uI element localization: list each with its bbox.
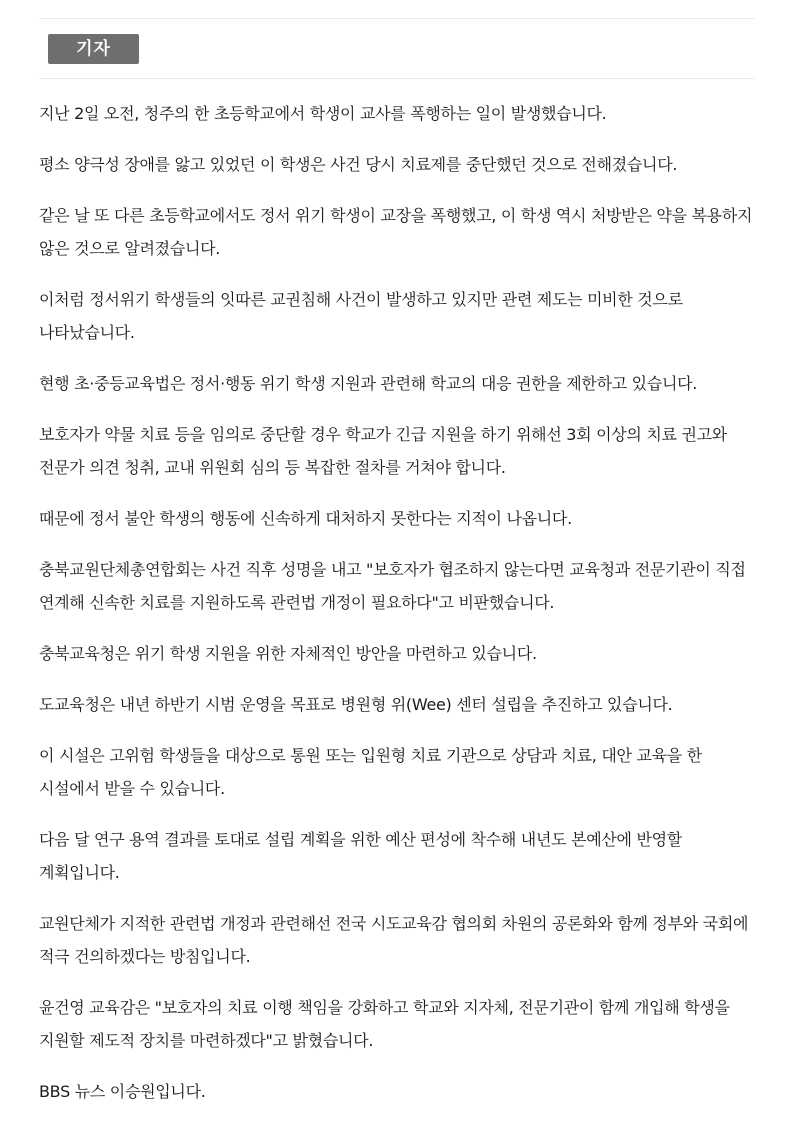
article-paragraph: 현행 초·중등교육법은 정서·행동 위기 학생 지원과 관련해 학교의 대응 권한을 제한하고 있습니다. bbox=[39, 374, 698, 393]
article-paragraph: 충북교원단체총연합회는 사건 직후 성명을 내고 "보호자가 협조하지 않는다면 교육청과 전문기관이 직접 연계해 신속한 치료를 지원하도록 관련법 개정이 필요하다"고 비판했습니다. bbox=[39, 560, 746, 612]
article-paragraph: 도교육청은 내년 하반기 시범 운영을 목표로 병원형 위(Wee) 센터 설립을 추진하고 있습니다. bbox=[39, 695, 673, 714]
reporter-tag-bar bbox=[39, 19, 755, 79]
article-paragraph: 지난 2일 오전, 청주의 한 초등학교에서 학생이 교사를 폭행하는 일이 발생했습니다. bbox=[39, 104, 607, 123]
article-paragraph: 충북교육청은 위기 학생 지원을 위한 자체적인 방안을 마련하고 있습니다. bbox=[39, 644, 537, 663]
article-paragraph: 교원단체가 지적한 관련법 개정과 관련해선 전국 시도교육감 협의회 차원의 공론화와 함께 정부와 국회에 적극 건의하겠다는 방침입니다. bbox=[39, 914, 749, 966]
article-paragraph: 다음 달 연구 용역 결과를 토대로 설립 계획을 위한 예산 편성에 착수해 내년도 본예산에 반영할 계획입니다. bbox=[39, 830, 682, 882]
article-paragraph: 같은 날 또 다른 초등학교에서도 정서 위기 학생이 교장을 폭행했고, 이 학생 역시 처방받은 약을 복용하지 않은 것으로 알려졌습니다. bbox=[39, 206, 753, 258]
article-body bbox=[39, 79, 755, 1108]
article-paragraph: 윤건영 교육감은 "보호자의 치료 이행 책임을 강화하고 학교와 지자체, 전문기관이 함께 개입해 학생을 지원할 제도적 장치를 마련하겠다"고 밝혔습니다. bbox=[39, 998, 730, 1050]
article-paragraph: 때문에 정서 불안 학생의 행동에 신속하게 대처하지 못한다는 지적이 나옵니다. bbox=[39, 509, 572, 528]
reporter-tag[interactable]: 기자 bbox=[48, 34, 139, 64]
article-paragraph: 보호자가 약물 치료 등을 임의로 중단할 경우 학교가 긴급 지원을 하기 위해선 3회 이상의 치료 권고와 전문가 의견 청취, 교내 위원회 심의 등 복잡한 절차를 거쳐야 합니다. bbox=[39, 425, 727, 477]
article-paragraph: 이처럼 정서위기 학생들의 잇따른 교권침해 사건이 발생하고 있지만 관련 제도는 미비한 것으로 나타났습니다. bbox=[39, 290, 683, 342]
article-paragraph: 이 시설은 고위험 학생들을 대상으로 통원 또는 입원형 치료 기관으로 상담과 치료, 대안 교육을 한 시설에서 받을 수 있습니다. bbox=[39, 746, 702, 798]
article-paragraph: 평소 양극성 장애를 앓고 있었던 이 학생은 사건 당시 치료제를 중단했던 것으로 전해졌습니다. bbox=[39, 155, 678, 174]
news-article bbox=[39, 18, 755, 1126]
reporter-signoff: BBS 뉴스 이승원입니다. bbox=[39, 1082, 206, 1101]
